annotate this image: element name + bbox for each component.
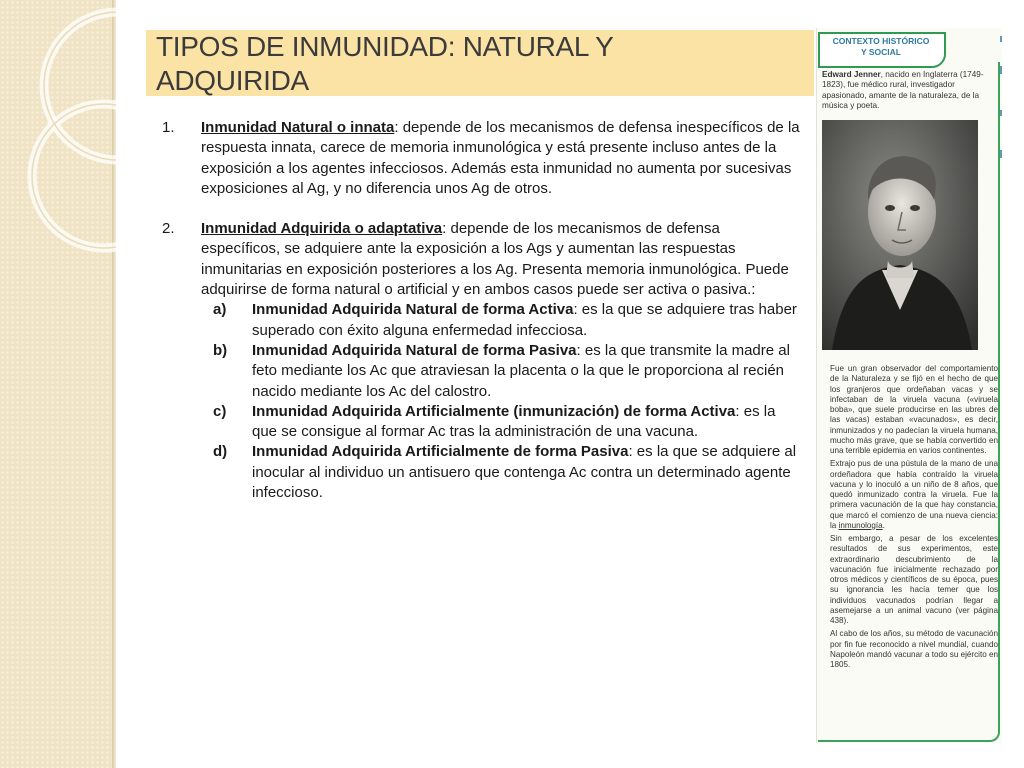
sub-list-item — [162, 402, 802, 443]
sidebar-body — [830, 364, 998, 673]
sub-item-text: : es la que transmite la madre al feto mediante los Ac que atraviesan la placenta o la que le proporciona al recién nacido mediante los Ac del calostro. — [252, 341, 790, 400]
sub-item-letter: d) — [213, 443, 228, 461]
item-term: Inmunidad Natural o innata — [201, 119, 395, 136]
sidebar-header-line1: CONTEXTO HISTÓRICO — [832, 36, 930, 46]
item-number: 1. — [162, 119, 175, 136]
sub-item-term: Inmunidad Adquirida Artificialmente de forma Pasiva — [252, 443, 629, 461]
sub-item-letter: a) — [213, 301, 227, 319]
sub-item-letter: b) — [213, 341, 228, 359]
slide-title-line2: ADQUIRIDA — [156, 65, 309, 96]
item-text: : depende de los mecanismos de defensa específicos, se adquiere ante la exposición a los Ags y aumentan las respuestas inmunitarias en exposición posteriores a los Ag. Presenta memoria inmunológica. Puede adquirirse de forma natural o artificial y en ambos casos puede ser activa o pasiva.: — [201, 220, 789, 299]
sub-list-item — [162, 442, 802, 503]
sub-list-item — [162, 300, 802, 341]
sub-list-item — [162, 341, 802, 402]
sidebar-para2-text: Extrajo pus de una pústula de la mano de una ordeñadora que había contraído la viruela vacuna y lo inoculó a un niño de 8 años, que quedó inmunizado contra la viruela. Fue la primera vacunación de la que hay constancia, que marcó el comienzo de una nueva ciencia: la — [830, 459, 998, 530]
slide-body — [162, 118, 802, 503]
sub-item-term: Inmunidad Adquirida Natural de forma Activa — [252, 301, 574, 319]
sub-item-text: : es la que se adquiere al inocular al individuo un antisuero que contenga Ac contra un determinado agente infeccioso. — [252, 443, 797, 502]
sub-item-text: : es la que se adquiere tras haber superado con éxito alguna enfermedad infecciosa. — [252, 301, 797, 339]
sidebar-paragraph — [830, 459, 998, 531]
item-term: Inmunidad Adquirida o adaptativa — [201, 220, 443, 238]
sidebar-term-link: inmunología — [838, 520, 883, 530]
page-edge-marks-icon — [998, 30, 1004, 730]
item-text: : depende de los mecanismos de defensa inespecíficos de la respuesta innata, carece de memoria inmunológica y está presente incluso antes de la exposición a los agentes infecciosos. Además esta inmunidad no aumenta por sucesivas exposiciones al Ag, y no diferencia unos Ag de otros. — [201, 119, 800, 197]
sub-item-text: : es la que se consigue al formar Ac tras la administración de una vacuna. — [252, 402, 776, 441]
sidebar-header-line2: Y SOCIAL — [861, 47, 901, 57]
sidebar-intro-text: , nacido en Inglaterra (1749-1823), fue médico rural, investigador apasionado, amante de la naturaleza, de la música y poeta. — [822, 70, 984, 111]
portrait-illustration-icon — [822, 120, 978, 350]
sub-item-term: Inmunidad Adquirida Natural de forma Pasiva — [252, 341, 577, 359]
list-item — [162, 219, 802, 300]
decorative-circles-icon — [0, 0, 116, 768]
sidebar-paragraph: Al cabo de los años, su método de vacunación por fin fue reconocido a nivel mundial, cuando Napoleón mandó vacunar a todo su ejército en 1805. — [830, 629, 998, 669]
sidebar-para2-end: . — [882, 520, 885, 530]
slide-title-line1: TIPOS DE INMUNIDAD: NATURAL Y — [156, 31, 614, 62]
sidebar-header — [820, 36, 942, 58]
sidebar-paragraph: Sin embargo, a pesar de los excelentes resultados de sus experimentos, este extraordinario descubrimiento de la vacunación fue inicialmente rechazado por otros médicos y científicos de su época, pues su ignorancia les hacía temer que los individuos vacunados podrían llegar a asemejarse a un animal vacuno (ver página 438). — [830, 534, 998, 625]
sidebar-paragraph: Fue un gran observador del comportamiento de la Naturaleza y se fijó en el hecho de que los granjeros que ordeñaban vacas y se infectaban de la viruela vacuna («viruela boba», que suele producirse en las ubres de las vacas) estaban «vacunados», es decir, inmunizados y no padecían la viruela humana, mucho más grave, que se había convertido en una terrible epidemia en varios continentes. — [830, 364, 998, 455]
sidebar-intro-name: Edward Jenner — [822, 70, 881, 79]
portrait-image — [822, 120, 978, 350]
list-item — [162, 118, 802, 199]
sub-item-term: Inmunidad Adquirida Artificialmente (inmunización) de forma Activa — [252, 402, 736, 420]
sidebar-intro — [822, 70, 994, 112]
sub-item-letter: c) — [213, 402, 227, 420]
item-number: 2. — [162, 220, 175, 238]
slide-title — [156, 30, 716, 98]
